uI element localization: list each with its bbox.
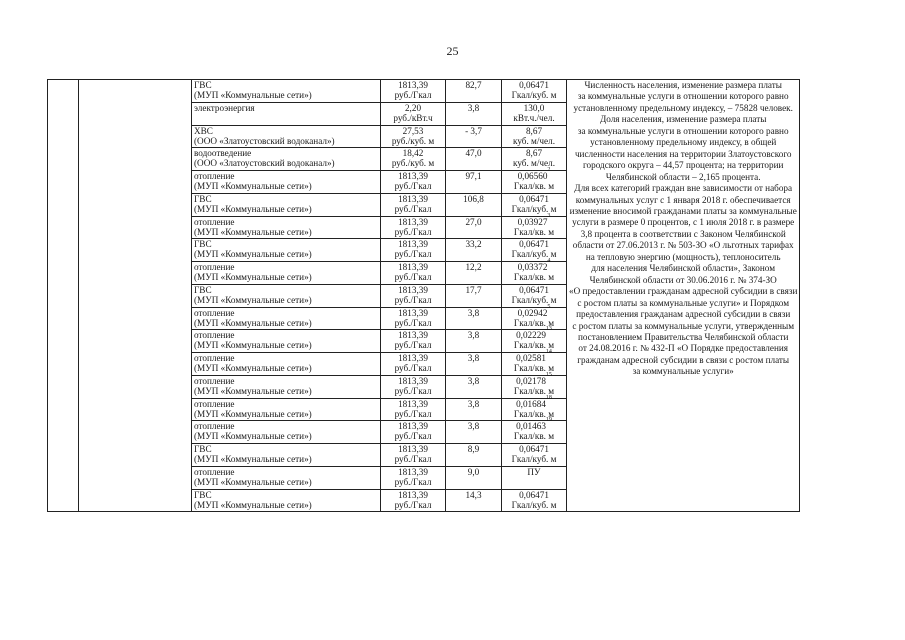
note-cell: [567, 80, 800, 512]
note-line: коммунальных услуг с 1 января 2018 г. обеспечивается: [575, 194, 791, 205]
consumption-cell: [502, 466, 567, 489]
consumption-unit: Гкал/кв. м: [513, 340, 555, 351]
service-provider: (МУП «Коммунальные сети»): [194, 408, 312, 419]
tariff-unit: руб./куб. м: [391, 135, 435, 146]
service-cell: [192, 262, 381, 285]
note-line: для населения Челябинской области», Законом: [591, 263, 776, 274]
service-provider: (МУП «Коммунальные сети»): [194, 499, 312, 510]
consumption-value: 0,06471: [519, 284, 549, 295]
consumption-cell: [502, 417, 567, 444]
tariff-value: 1813,39: [398, 421, 428, 432]
service-provider: (МУП «Коммунальные сети»): [194, 431, 312, 442]
note-line: предоставления гражданам адресной субсидии в связи: [576, 309, 791, 320]
tariff-value: 2,20: [404, 102, 422, 113]
service-name: ГВС: [194, 193, 212, 204]
service-cell: [192, 353, 381, 376]
consumption-value: 0,06471: [519, 80, 549, 90]
service-cell: [192, 421, 381, 444]
change-cell: [446, 444, 502, 467]
consumption-unit: Гкал/куб. м: [511, 454, 557, 465]
service-provider: (ООО «Златоустовский водоканал»): [194, 158, 335, 169]
service-cell: [192, 489, 381, 512]
consumption-unit: куб. м/чел.: [512, 158, 556, 169]
tariff-unit: руб./кВт.ч: [393, 112, 433, 123]
service-cell: [192, 193, 381, 216]
consumption-value: 0,02581: [516, 353, 546, 363]
tariff-value: 1813,39: [398, 171, 428, 181]
consumption-cell: [502, 193, 567, 216]
tariff-value: 1813,39: [398, 375, 428, 386]
note-line: 3,8 процента в соответствии с Законом Челябинской: [580, 228, 786, 239]
change-cell: [446, 353, 502, 376]
change-value: 8,9: [467, 444, 480, 454]
service-name: ГВС: [194, 489, 212, 500]
change-cell: [446, 421, 502, 444]
tariff-unit: руб./Гкал: [394, 408, 432, 419]
consumption-value: 0,02229: [516, 330, 546, 341]
consumption-unit: Гкал/кв. м: [513, 363, 555, 374]
consumption-unit: кВт.ч./чел.: [513, 112, 555, 123]
consumption-cell: [502, 394, 567, 424]
service-name: ГВС: [194, 239, 212, 250]
change-value: 47,0: [465, 148, 482, 159]
footnote-mark: 18: [545, 394, 552, 401]
tariff-cell: [381, 284, 446, 307]
tariff-cell: [381, 444, 446, 467]
tariff-unit: руб./Гкал: [394, 272, 432, 283]
change-value: 3,8: [467, 398, 480, 409]
tariff-cell: [381, 330, 446, 353]
service-name: отопление: [194, 171, 235, 181]
consumption-cell: [502, 326, 567, 353]
change-value: 14,3: [465, 489, 482, 500]
consumption-unit: Гкал/куб. м: [511, 499, 557, 510]
change-cell: [446, 171, 502, 194]
service-cell: [192, 102, 381, 125]
tariff-cell: [381, 171, 446, 194]
footnote-mark: 4: [547, 258, 551, 264]
tariff-unit: руб./Гкал: [394, 203, 432, 214]
change-cell: [446, 148, 502, 171]
consumption-cell: [502, 212, 567, 239]
consumption-value: ПУ: [527, 466, 541, 477]
empty-number-cell: [48, 80, 79, 512]
service-name: отопление: [194, 262, 235, 272]
footnote-mark: 2: [547, 167, 551, 173]
note-line: за коммунальные услуги»: [632, 366, 734, 377]
tariff-cell: [381, 216, 446, 239]
consumption-cell: [502, 80, 567, 103]
consumption-value: 0,06471: [519, 193, 549, 204]
change-cell: [446, 125, 502, 148]
note-line: установленному предельному индексу, – 75828 человек.: [573, 102, 793, 113]
change-value: 3,8: [467, 330, 480, 341]
note-line: от 24.08.2016 г. № 432-П «О Порядке предоставления: [578, 343, 789, 354]
consumption-unit: Гкал/кв. м: [513, 431, 555, 442]
tariff-unit: руб./Гкал: [394, 249, 432, 260]
service-provider: (МУП «Коммунальные сети»): [194, 340, 312, 351]
service-cell: [192, 284, 381, 307]
tariff-unit: руб./Гкал: [394, 363, 432, 374]
tariff-cell: [381, 102, 446, 125]
tariff-unit: руб./Гкал: [394, 385, 432, 396]
consumption-cell: [502, 303, 567, 333]
consumption-value: 8,67: [525, 125, 543, 136]
consumption-unit: куб. м/чел.: [512, 135, 556, 146]
tariff-unit: руб./Гкал: [394, 431, 432, 442]
service-cell: [192, 398, 381, 421]
note-line: Для всех категорий граждан вне зависимости от набора: [574, 183, 793, 194]
service-provider: (МУП «Коммунальные сети»): [194, 454, 312, 465]
service-provider: (МУП «Коммунальные сети»): [194, 476, 312, 487]
service-provider: (МУП «Коммунальные сети»): [194, 363, 312, 374]
change-value: 3,8: [467, 307, 480, 318]
consumption-value: 0,03372: [517, 262, 548, 272]
footnote-mark: 19: [545, 417, 552, 424]
service-cell: [192, 307, 381, 330]
consumption-value: 0,01684: [516, 398, 546, 409]
note-line: области от 27.06.2013 г. № 503-ЗО «О льготных тарифах: [572, 240, 794, 251]
consumption-value: 0,01463: [516, 421, 546, 432]
tariff-cell: [381, 398, 446, 421]
page-number: 25: [446, 44, 459, 58]
service-cell: [192, 330, 381, 353]
change-cell: [446, 489, 502, 512]
change-cell: [446, 262, 502, 285]
service-cell: [192, 466, 381, 489]
note-line: на тепловую энергию (мощность), теплоноситель: [585, 251, 781, 262]
change-value: 17,7: [465, 284, 482, 295]
tariff-cell: [381, 375, 446, 398]
change-value: 82,7: [465, 80, 482, 90]
footnote-mark: 15: [545, 371, 552, 378]
tariff-unit: руб./Гкал: [394, 340, 432, 351]
note-line: услуги в размере 0 процентов, с 1 июля 2018 г. в размере: [572, 217, 795, 228]
tariff-unit: руб./Гкал: [394, 181, 432, 192]
change-cell: [446, 239, 502, 262]
change-cell: [446, 330, 502, 353]
change-value: 106,8: [463, 193, 484, 204]
tariff-value: 18,42: [402, 148, 424, 159]
consumption-unit: Гкал/кв. м: [513, 226, 555, 237]
consumption-cell: [502, 371, 567, 398]
change-cell: [446, 466, 502, 489]
service-name: ГВС: [194, 444, 212, 454]
consumption-value: 0,06471: [519, 239, 549, 250]
note-line: городского округа – 44,57 процента; на территории: [582, 160, 784, 171]
consumption-unit: Гкал/кв. м: [513, 385, 555, 396]
empty-category-cell: [79, 80, 192, 512]
change-value: 97,1: [465, 171, 482, 181]
consumption-value: 130,0: [523, 102, 545, 113]
tariff-cell: [381, 125, 446, 148]
note-line: за коммунальные услуги в отношении которого равно: [577, 125, 789, 136]
service-provider: (МУП «Коммунальные сети»): [194, 294, 312, 305]
note-line: «О предоставлении гражданам адресной субсидии в связи: [569, 286, 798, 297]
consumption-value: 0,02178: [516, 375, 546, 386]
note-line: с ростом платы за коммунальные услуги» и Порядком: [577, 297, 790, 308]
consumption-unit: Гкал/куб. м: [511, 294, 557, 305]
tariff-value: 1813,39: [398, 80, 428, 90]
footnote-mark: 5: [547, 303, 551, 310]
service-cell: [192, 171, 381, 194]
service-name: отопление: [194, 375, 235, 386]
service-name: отопление: [194, 216, 235, 227]
service-cell: [192, 148, 381, 171]
note-line: численности населения на территории Златоустовского: [574, 148, 792, 159]
note-line: Численность населения, изменение размера платы: [584, 80, 782, 90]
change-cell: [446, 193, 502, 216]
change-value: - 3,7: [465, 125, 482, 136]
tariff-value: 1813,39: [398, 466, 428, 477]
tariff-cell: [381, 148, 446, 171]
service-name: ХВС: [194, 125, 213, 136]
consumption-unit: Гкал/кв. м: [513, 181, 555, 192]
tariff-unit: руб./Гкал: [394, 317, 432, 328]
service-name: водоотведение: [194, 148, 252, 159]
service-provider: (МУП «Коммунальные сети»): [194, 90, 312, 101]
service-cell: [192, 125, 381, 148]
consumption-value: 8,67: [525, 148, 543, 159]
tariff-value: 1813,39: [398, 489, 428, 500]
tariff-unit: руб./Гкал: [394, 294, 432, 305]
tariff-value: 1813,39: [398, 284, 428, 295]
tariff-cell: [381, 262, 446, 285]
service-name: отопление: [194, 421, 235, 432]
change-value: 9,0: [467, 466, 480, 477]
tariff-cell: [381, 466, 446, 489]
consumption-unit: Гкал/куб. м: [511, 90, 557, 101]
service-provider: (МУП «Коммунальные сети»): [194, 181, 312, 192]
change-cell: [446, 80, 502, 103]
consumption-cell: [502, 444, 567, 467]
tariff-cell: [381, 193, 446, 216]
consumption-value: 0,06471: [519, 444, 549, 454]
service-name: отопление: [194, 398, 235, 409]
note-line: за коммунальные услуги в отношении которого равно: [577, 91, 789, 102]
consumption-value: 0,06560: [517, 171, 548, 181]
note-line: изменение вносимой гражданами платы за коммунальные: [569, 205, 797, 216]
footnote-mark: 13: [545, 326, 552, 333]
consumption-cell: [502, 258, 567, 285]
consumption-unit: Гкал/куб. м: [511, 203, 557, 214]
consumption-cell: [502, 148, 567, 171]
change-cell: [446, 307, 502, 330]
tariff-value: 1813,39: [398, 444, 428, 454]
service-provider: (МУП «Коммунальные сети»): [194, 272, 312, 283]
change-value: 33,2: [465, 239, 482, 250]
footnote-mark: 14: [545, 349, 552, 355]
service-provider: (МУП «Коммунальные сети»): [194, 317, 312, 328]
tariff-unit: руб./Гкал: [394, 454, 432, 465]
tariff-value: 1813,39: [398, 307, 428, 318]
note-line: гражданам адресной субсидии в связи с ростом платы: [577, 354, 790, 365]
service-provider: (ООО «Златоустовский водоканал»): [194, 135, 335, 146]
service-name: ГВС: [194, 284, 212, 295]
service-cell: [192, 216, 381, 239]
change-cell: [446, 375, 502, 398]
consumption-value: 0,06471: [519, 489, 549, 500]
change-value: 3,8: [467, 102, 480, 113]
footnote-mark: 3: [547, 212, 551, 219]
note-line: Доля населения, изменение размера платы: [599, 114, 767, 125]
tariff-unit: руб./Гкал: [394, 90, 432, 101]
service-name: отопление: [194, 330, 235, 341]
tariff-cell: [381, 353, 446, 376]
service-name: отопление: [194, 353, 235, 363]
tariff-value: 1813,39: [398, 193, 428, 204]
consumption-cell: [502, 239, 567, 262]
tariff-value: 1813,39: [398, 398, 428, 409]
service-provider: (МУП «Коммунальные сети»): [194, 203, 312, 214]
consumption-unit: Гкал/кв. м: [513, 317, 555, 328]
service-provider: (МУП «Коммунальные сети»): [194, 226, 312, 237]
service-name: отопление: [194, 307, 235, 318]
tariff-value: 1813,39: [398, 216, 428, 227]
tariff-table: [47, 79, 800, 512]
table-row: [48, 80, 800, 103]
tariff-unit: руб./куб. м: [391, 158, 435, 169]
note-line: постановлением Правительства Челябинской области: [577, 331, 789, 342]
tariff-cell: [381, 489, 446, 512]
change-cell: [446, 284, 502, 307]
service-provider: (МУП «Коммунальные сети»): [194, 249, 312, 260]
change-value: 27,0: [465, 216, 482, 227]
tariff-unit: руб./Гкал: [394, 226, 432, 237]
note-line: Челябинской области от 30.06.2016 г. № 374-ЗО: [589, 274, 777, 285]
consumption-unit: Гкал/кв. м: [513, 272, 555, 283]
change-cell: [446, 102, 502, 125]
service-cell: [192, 444, 381, 467]
change-value: 12,2: [465, 262, 482, 272]
tariff-cell: [381, 80, 446, 103]
tariff-cell: [381, 421, 446, 444]
note-line: Челябинской области – 2,165 процента.: [605, 171, 761, 182]
consumption-value: 0,03927: [517, 216, 548, 227]
tariff-unit: руб./Гкал: [394, 499, 432, 510]
change-cell: [446, 398, 502, 421]
service-name: отопление: [194, 466, 235, 477]
tariff-cell: [381, 307, 446, 330]
change-value: 3,8: [467, 421, 480, 432]
service-provider: (МУП «Коммунальные сети»): [194, 385, 312, 396]
consumption-cell: [502, 102, 567, 125]
tariff-value: 1813,39: [398, 353, 428, 363]
consumption-value: 0,02942: [517, 307, 548, 318]
tariff-value: 1813,39: [398, 262, 428, 272]
note-line: с ростом платы за коммунальные услуги, утвержденным: [572, 320, 795, 331]
tariff-cell: [381, 239, 446, 262]
table-body: [48, 80, 800, 512]
service-cell: [192, 80, 381, 103]
change-cell: [446, 216, 502, 239]
tariff-unit: руб./Гкал: [394, 476, 432, 487]
tariff-value: 1813,39: [398, 330, 428, 341]
consumption-cell: [502, 284, 567, 307]
consumption-unit: Гкал/кв. м: [513, 408, 555, 419]
note-line: установленному предельному индексу, в общей: [590, 137, 777, 148]
service-cell: [192, 239, 381, 262]
tariff-value: 27,53: [402, 125, 424, 136]
change-value: 3,8: [467, 353, 480, 363]
consumption-unit: Гкал/куб. м: [511, 249, 557, 260]
consumption-cell: [502, 349, 567, 376]
consumption-cell: [502, 125, 567, 148]
service-name: ГВС: [194, 80, 212, 90]
service-name: электроэнергия: [194, 102, 255, 113]
service-cell: [192, 375, 381, 398]
consumption-cell: [502, 167, 567, 194]
tariff-value: 1813,39: [398, 239, 428, 250]
consumption-cell: [502, 489, 567, 512]
change-value: 3,8: [467, 375, 480, 386]
